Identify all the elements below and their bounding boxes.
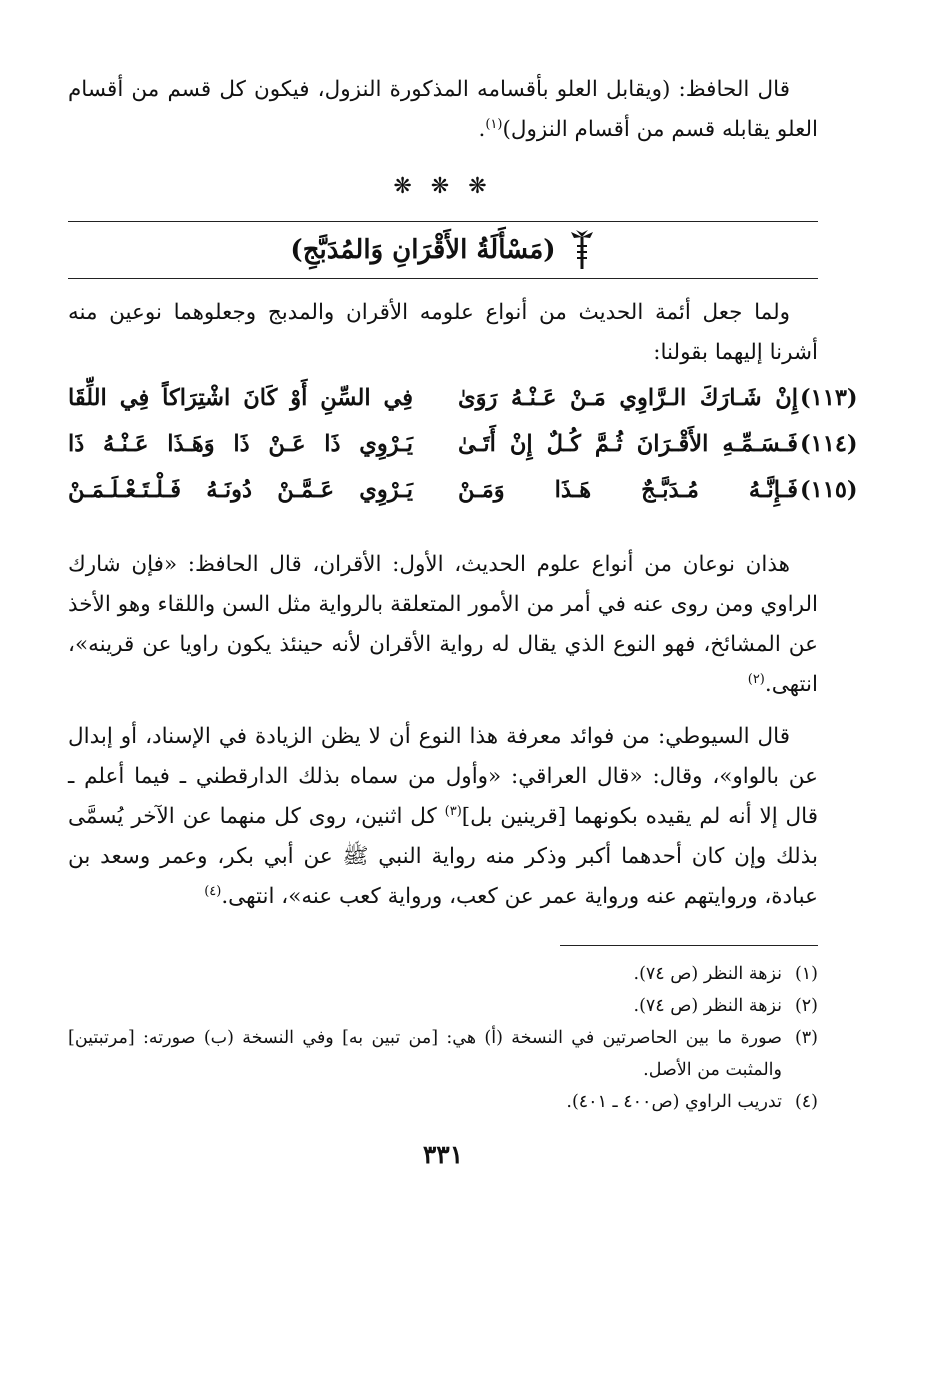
verse-114: [68, 431, 858, 477]
footnote-text: نزهة النظر (ص ٧٤).: [633, 996, 782, 1016]
verse-113: [68, 385, 858, 431]
section-separator: ❋ ❋ ❋: [393, 174, 493, 199]
section-header: [68, 221, 818, 279]
paragraph-suyuti: [68, 717, 818, 917]
verse-first-hemistich: إِنْ شَـارَكَ الـرَّاوِي مَـنْ عَـنْـهُ رَوَىٰ: [458, 385, 798, 411]
footnote-ref-3[interactable]: (٣): [444, 803, 462, 819]
verse-second-hemistich: يَـرْوِي ذَا عَـنْ ذَا وَهَـذَا عَـنْـهُ ذَا: [68, 431, 413, 457]
intro-end: .: [478, 117, 486, 142]
intro-text: قال الحافظ: (ويقابل العلو بأقسامه المذكورة النزول، فيكون كل قسم من أقسام العلو يقابله قسم من أقسام النزول): [68, 77, 818, 142]
footnote-text: تدريب الراوي (ص٤٠٠ ـ ٤٠١).: [566, 1092, 782, 1112]
verse-number: (١١٤): [800, 431, 858, 457]
paragraph-suyuti-text-1: قال السيوطي: من فوائد معرفة هذا النوع أن لا يظن الزيادة في الإسناد، أو إبدال عن بالواو»، وقال: «قال العراقي: «وأول من سماه بذلك الدارقطني ـ فيما أعلم ـ قال إلا أنه لم يقيده بكونهما [قرينين بل]: [68, 724, 818, 829]
verse-first-hemistich: فَـإِنَّـهُ مُـدَبَّـجٌ هَـذَا وَمَـنْ: [458, 477, 798, 503]
footnote-4: [68, 1086, 818, 1118]
verse-number: (١١٥): [800, 477, 858, 503]
section-title: (مَسْأَلَةُ الأَقْرَانِ وَالمُدَبَّجِ): [290, 235, 556, 265]
paragraph-aqran-text: هذان نوعان من أنواع علوم الحديث، الأول: الأقران، قال الحافظ: «فإن شارك الراوي ومن روى عنه في أمر من الأمور المتعلقة بالرواية مثل السن واللقاء وهو الأخذ عن المشائخ، فهو النوع الذي يقال له رواية الأقران لأنه حينئذ يكون راويا عن قرينه»، انتهى.: [68, 552, 818, 697]
footnote-ref-2[interactable]: (٢): [747, 671, 765, 687]
footnote-number: (٤): [794, 1092, 818, 1112]
footnote-3: [68, 1022, 818, 1086]
footnote-2: [68, 990, 818, 1022]
footnote-number: (٣): [794, 1028, 818, 1048]
footnote-text: نزهة النظر (ص ٧٤).: [633, 964, 782, 984]
verse-number: (١١٣): [800, 385, 858, 411]
verse-second-hemistich: يَـرْوِي عَـمَّـنْ دُونَـهُ فَـلْـتَـعْـلَـمَـنْ: [68, 477, 413, 503]
paragraph-suyuti-text-2: كل اثنين، روى كل منهما عن الآخر يُسمَّى بذلك وإن كان أحدهما أكبر وذكر منه رواية النبي ﷺ عن أبي بكر، وعمر وسعد بن عبادة، وروايتهم عنه ورواية عمر عن كعب، ورواية كعب عنه»، انتهى.: [68, 804, 818, 909]
footnote-1: [68, 958, 818, 990]
verse-first-hemistich: فَـسَـمِّـهِ الأَقْـرَانَ ثُـمَّ كُـلٌ إِنْ أَتَـىٰ: [458, 431, 798, 457]
palm-icon: [568, 229, 596, 271]
paragraph-intro-verses: ولما جعل أئمة الحديث من أنواع علومه الأقران والمدبج وجعلوهما نوعين منه أشرنا إليهما بقولنا:: [68, 300, 818, 365]
page-number: ٣٣١: [422, 1140, 464, 1169]
footnote-ref-1[interactable]: (١): [485, 116, 503, 132]
page-body: [68, 70, 858, 1370]
verse-block: [68, 385, 858, 523]
footnote-ref-4[interactable]: (٤): [204, 883, 222, 899]
paragraph-aqran: [68, 545, 818, 705]
intro-paragraph: [68, 70, 818, 150]
footnote-number: (٢): [794, 996, 818, 1016]
footnote-number: (١): [794, 964, 818, 984]
footnote-divider: [560, 945, 818, 946]
verse-second-hemistich: فِي السِّنِ أَوْ كَانَ اشْتِرَاكاً فِي اللِّقَا: [68, 385, 413, 411]
verse-115: [68, 477, 858, 523]
footnote-text: صورة ما بين الحاصرتين في النسخة (أ) هي: [من تبين به] وفي النسخة (ب) صورته: [مرتبتين] والمثبت من الأصل.: [68, 1028, 782, 1080]
